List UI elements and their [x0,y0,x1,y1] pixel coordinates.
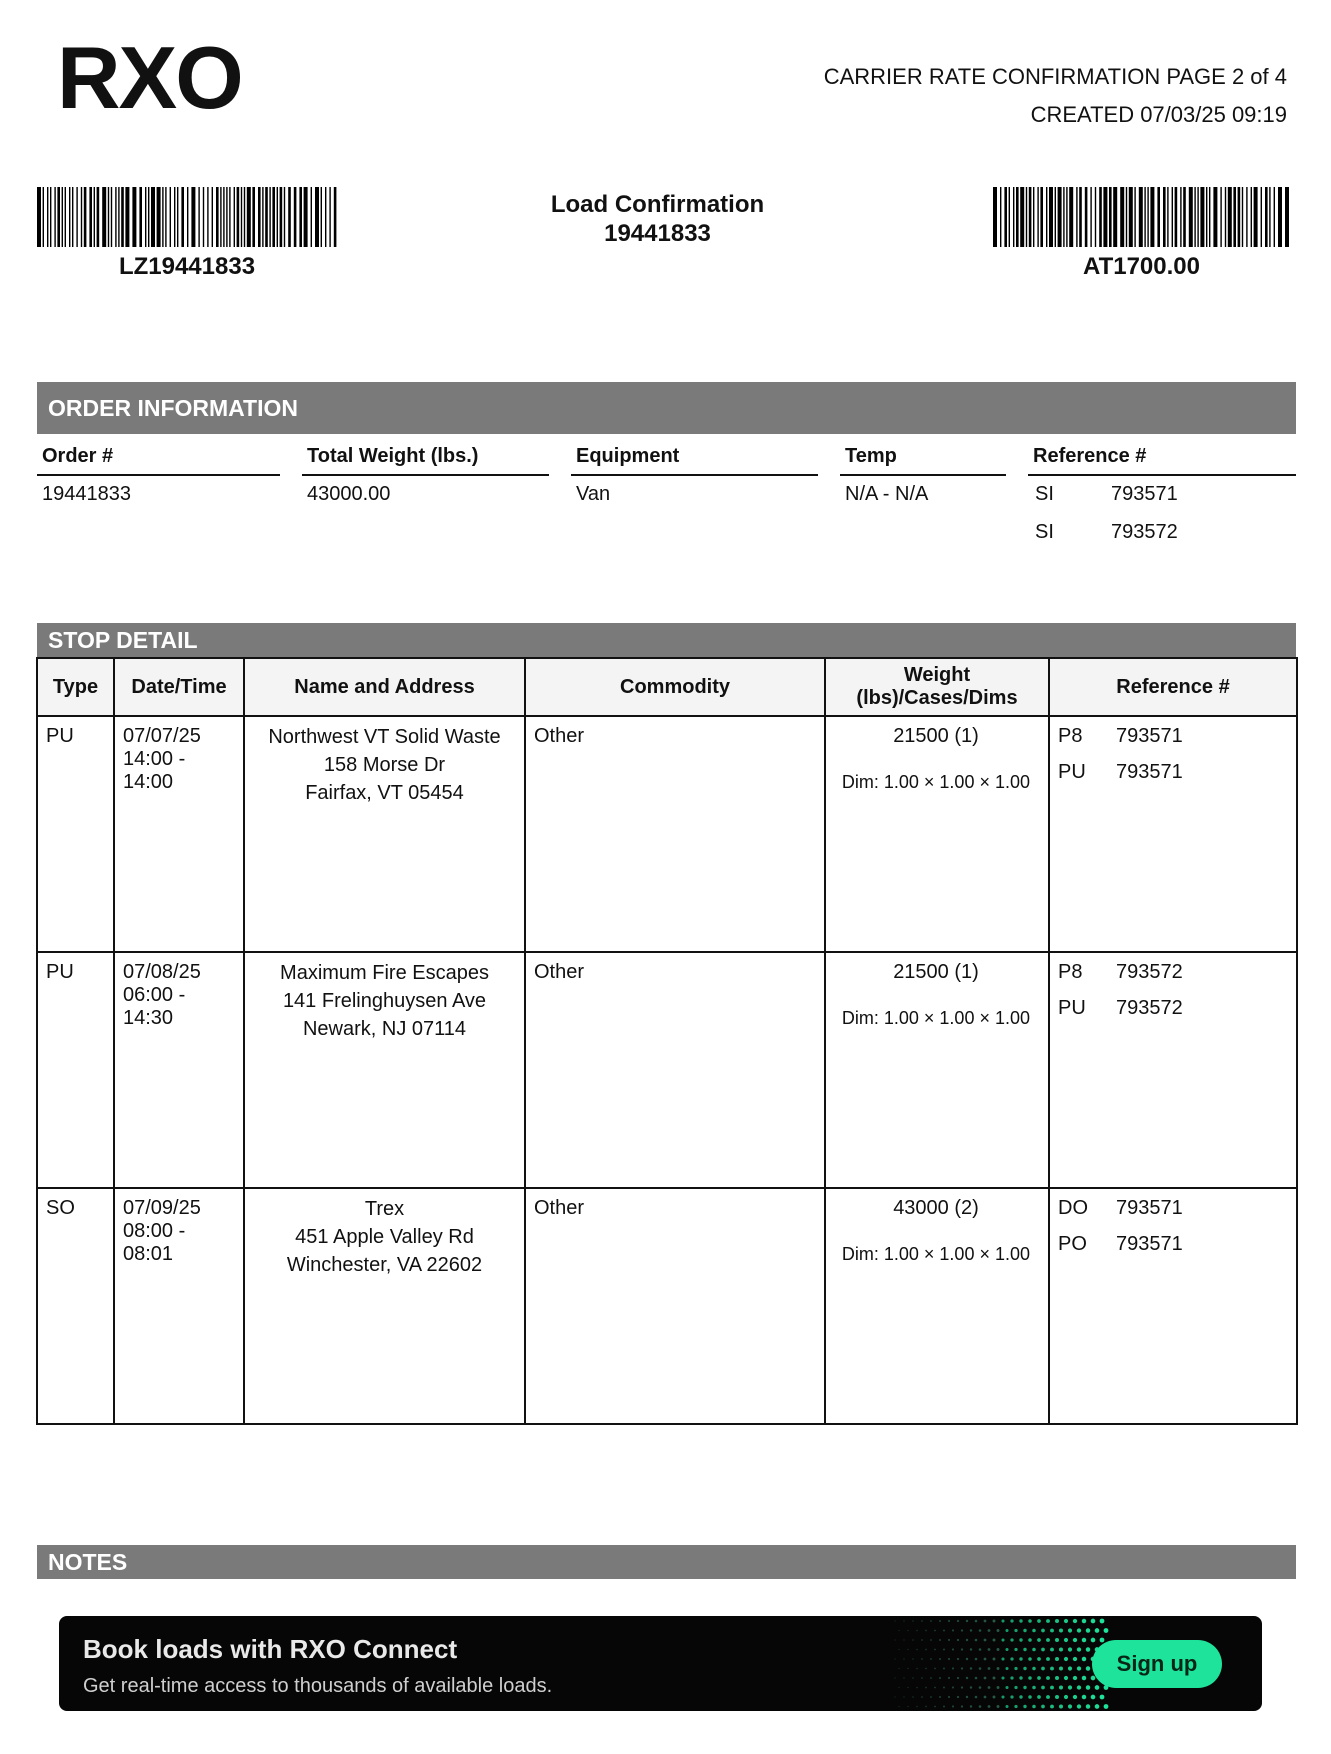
barcode-left-label: LZ19441833 [118,253,256,280]
stop-commodity: Other [534,725,585,747]
document-title [480,190,835,248]
stop-dims: Dim: 1.00 × 1.00 × 1.00 [841,1244,1030,1264]
created-date: CREATED 07/03/25 09:19 [1030,102,1287,127]
order-reference-row [1030,521,1178,544]
stop-references: DO 793571 PO 793571 [1058,1197,1183,1255]
stop-type: PU [46,961,74,983]
barcode-right [993,187,1290,247]
stop-references: P8 793572 PU 793572 [1058,961,1183,1019]
stop-type: PU [46,725,74,747]
stop-datetime: 07/07/25 14:00 - 14:00 [123,725,201,793]
stop-type: SO [46,1197,75,1219]
stop-datetime: 07/08/25 06:00 - 14:30 [123,961,201,1029]
stop-weight: 21500 (1) [893,725,979,747]
table-row [37,716,1297,952]
table-row [37,1188,1297,1424]
stop-detail-table [36,657,1298,1425]
sign-up-button[interactable]: Sign up [1092,1640,1222,1688]
banner-subtitle: Get real-time access to thousands of available loads. [83,1675,553,1697]
rxo-connect-banner[interactable] [59,1616,1262,1711]
stop-reference-header: Reference # [1049,658,1297,716]
type-header: Type [37,658,114,716]
stop-references: P8 793571 PU 793571 [1058,725,1183,783]
stop-weight: 21500 (1) [893,961,979,983]
reference-value: 793571 [1111,483,1178,505]
page-info: CARRIER RATE CONFIRMATION PAGE 2 of 4 [823,64,1287,89]
stop-address: Northwest VT Solid Waste 158 Morse Dr Fairfax, VT 05454 [268,726,501,804]
order-reference-row [1030,483,1178,506]
stop-address: Trex 451 Apple Valley Rd Winchester, VA 22602 [286,1198,483,1276]
dot-pattern-icon [889,1616,1119,1711]
notes-heading: NOTES [37,1545,1296,1579]
total-weight-header: Total Weight (lbs.) [302,445,549,476]
svg-text:RXO: RXO [57,38,242,116]
commodity-header: Commodity [525,658,825,716]
temp-header: Temp [840,445,1006,476]
order-no-header: Order # [37,445,280,476]
stop-weight: 43000 (2) [893,1197,979,1219]
name-address-header: Name and Address [244,658,525,716]
equipment-value: Van [576,483,611,505]
temp-value: N/A - N/A [845,483,929,505]
rxo-logo [57,38,257,116]
banner-title: Book loads with RXO Connect [83,1634,458,1664]
order-information-heading: ORDER INFORMATION [37,382,1296,434]
equipment-header: Equipment [571,445,818,476]
reference-header: Reference # [1028,445,1296,476]
barcode-left [37,187,337,247]
datetime-header: Date/Time [114,658,244,716]
stop-commodity: Other [534,961,585,983]
stop-commodity: Other [534,1197,585,1219]
stop-datetime: 07/09/25 08:00 - 08:01 [123,1197,201,1265]
table-header-row [37,658,1297,716]
stop-dims: Dim: 1.00 × 1.00 × 1.00 [841,1008,1030,1028]
stop-address: Maximum Fire Escapes 141 Frelinghuysen Ave Newark, NJ 07114 [280,962,489,1040]
weight-header: Weight (lbs)/Cases/Dims [825,658,1049,716]
title-load-number: 19441833 [604,220,711,247]
stop-dims: Dim: 1.00 × 1.00 × 1.00 [841,772,1030,792]
reference-value: 793572 [1111,521,1178,543]
reference-code: SI [1035,483,1054,505]
stop-detail-heading: STOP DETAIL [37,623,1296,657]
table-row [37,952,1297,1188]
barcode-right-label: AT1700.00 [1083,253,1200,280]
title-line1: Load Confirmation [550,191,765,218]
order-no-value: 19441833 [42,483,131,505]
total-weight-value: 43000.00 [307,483,391,505]
reference-code: SI [1035,521,1054,543]
